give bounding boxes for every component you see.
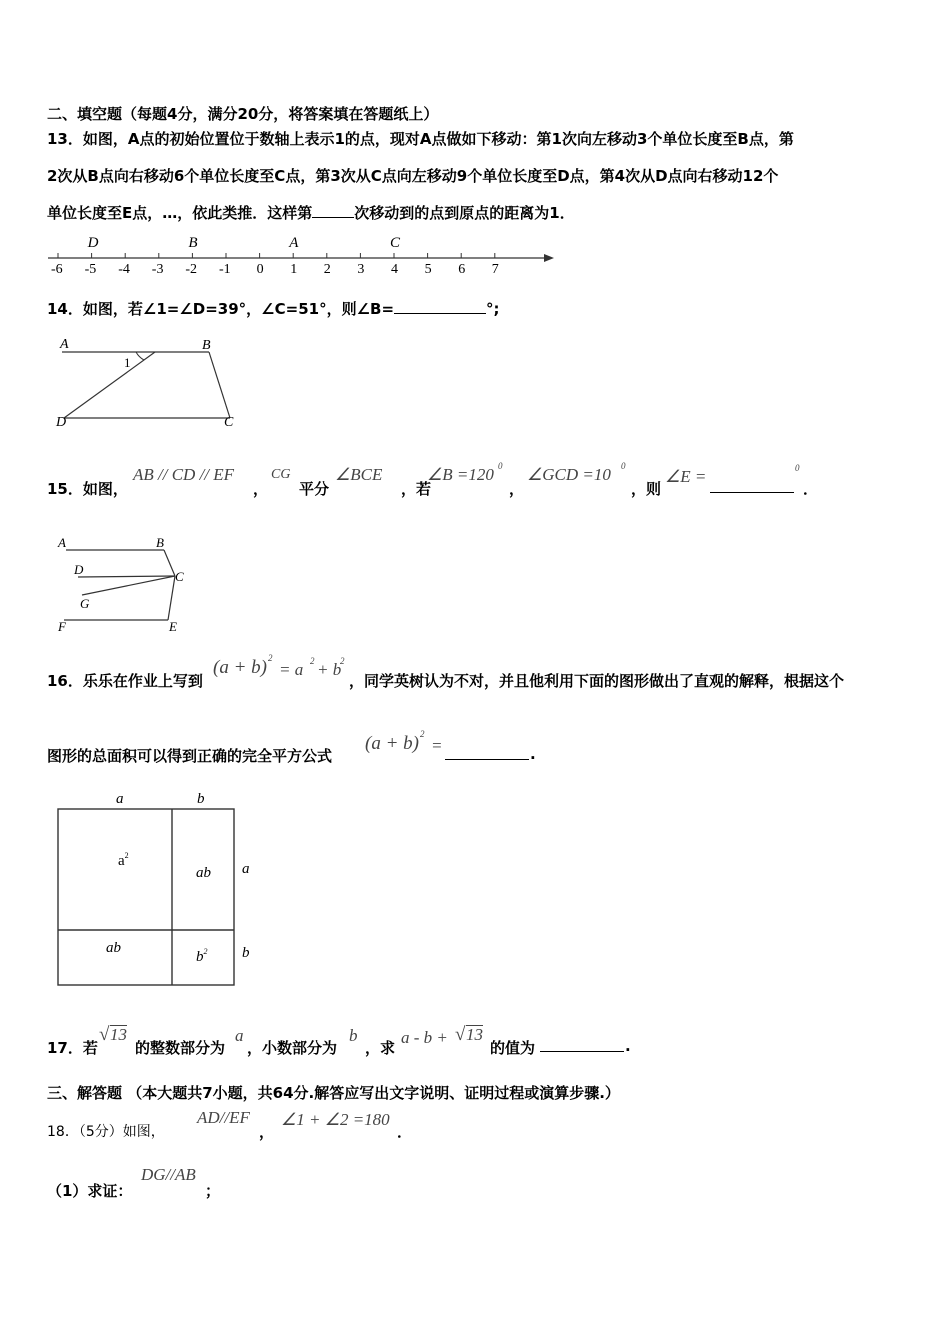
q15-label-b: B: [156, 535, 164, 550]
tick-label: -5: [84, 262, 97, 277]
q18-part1-label: （1）求证：: [47, 1182, 133, 1200]
q14-angle-arc: [136, 352, 144, 360]
q17-text-d: ，求: [365, 1039, 396, 1057]
q17-sqrt1: 13: [110, 1025, 127, 1044]
q16-formula1-exp: 2: [268, 653, 273, 663]
q15-sep1: ，: [253, 480, 269, 498]
q16-line2: [47, 729, 647, 769]
q16-text-b: ，同学英树认为不对，并且他利用下面的图形做出了直观的解释，根据这个: [349, 672, 845, 690]
q15-math-parallel: AB // CD // EF: [133, 465, 235, 484]
q16-formula1-rhs-exp: 2: [310, 656, 315, 666]
q17-text-a: 17．若: [47, 1039, 98, 1057]
point-label-a: A: [289, 235, 299, 251]
q16-side-label-b: b: [242, 945, 250, 961]
q15-line-ce: [168, 576, 175, 620]
q16-answer-blank: [445, 745, 529, 760]
q13-line3-b: 次移动到的点到原点的距离为1．: [354, 204, 575, 222]
q15-math-angle-e: ∠E =: [665, 467, 707, 486]
q15-math-angle-gcd: ∠GCD =10: [527, 465, 611, 484]
q18-part1: [47, 1163, 447, 1203]
q17-text-c: ，小数部分为: [247, 1039, 338, 1057]
section2-header: 二、填空题（每题4分，满分20分，将答案填在答题纸上）: [47, 105, 439, 123]
q14-label-c: C: [224, 415, 234, 430]
point-label-d: D: [87, 235, 99, 251]
q16-square-figure: [50, 785, 270, 990]
q14-text-a: 14．如图，若∠1=∠D=39°，∠C=51°，则∠B=: [47, 300, 395, 318]
q17-end: .: [625, 1037, 631, 1055]
q16-text-a: 16．乐乐在作业上写到: [47, 672, 203, 690]
q16-cell-a2-exp: 2: [124, 851, 129, 860]
q14-label-a: A: [60, 337, 69, 352]
point-label-b: B: [188, 235, 198, 251]
q17-sqrt2: 13: [466, 1025, 483, 1044]
q15-label-a: A: [58, 535, 66, 550]
sqrt-icon: √: [99, 1024, 110, 1045]
number-line-point-labels: [87, 235, 401, 251]
q15-deg3: 0: [795, 463, 800, 473]
q15-word-if: ，若: [401, 480, 432, 498]
q14-line-d-diagonal: [64, 352, 155, 418]
tick-label: 3: [357, 262, 365, 277]
q18-part1-end: ；: [205, 1182, 221, 1200]
q13-line1: 13．如图，A点的初始位置位于数轴上表示1的点，现对A点做如下移动：第1次向左移动3个单位长度至B点，第: [47, 130, 794, 148]
q17-text-e: 的值为: [490, 1039, 536, 1057]
tick-label: 6: [458, 262, 466, 277]
tick-label: -2: [185, 262, 198, 277]
q15-label-c: C: [175, 569, 184, 584]
q16-formula1-rhs2-exp: 2: [340, 656, 345, 666]
q16-line1: [47, 655, 917, 695]
q14-label-angle1: 1: [124, 355, 131, 370]
q15-label-d: D: [74, 562, 84, 577]
point-label-c: C: [390, 235, 401, 251]
q15-line-bc: [164, 550, 175, 576]
q15-math-bce: ∠BCE: [335, 465, 383, 484]
q16-outer-square: [58, 809, 234, 985]
tick-label: -3: [151, 262, 164, 277]
q17-text-b: 的整数部分为: [135, 1039, 226, 1057]
q15-line-dc: [78, 576, 175, 577]
q16-formula1-rhs: = a: [279, 660, 304, 679]
q15-deg2: 0: [621, 461, 626, 471]
tick-label: -4: [118, 262, 130, 277]
q14-answer-blank: [394, 299, 486, 314]
section3-header: 三、解答题 （本大题共7小题，共64分.解答应写出文字说明、证明过程或演算步骤.）: [47, 1084, 620, 1102]
q16-formula2-lhs: (a + b): [365, 733, 419, 754]
q15-answer-blank: [710, 478, 794, 493]
q15-label-g: G: [80, 596, 90, 611]
q16-cell-ab-bottom: ab: [106, 940, 121, 956]
q17-var-b: b: [349, 1026, 358, 1045]
q15-label-e: E: [169, 619, 177, 634]
tick-label: 4: [391, 262, 398, 277]
q15-figure: [52, 532, 202, 637]
q16-cell-b2-exp: 2: [203, 947, 208, 956]
q16-cell-b2: [196, 947, 208, 965]
q16-cell-a2-base: a: [118, 853, 125, 869]
q18-text: [47, 1106, 547, 1146]
q15-deg1: 0: [498, 461, 503, 471]
tick-label: 5: [424, 262, 432, 277]
q15-word-bisect: 平分: [299, 480, 330, 498]
q16-line2-end: .: [530, 745, 536, 763]
q14-figure: [52, 330, 252, 435]
q14-label-d: D: [56, 415, 67, 430]
q18-sep: ，: [259, 1123, 275, 1141]
tick-label: 0: [256, 262, 264, 277]
q16-side-label-a: a: [242, 861, 250, 877]
q15-line-gc: [82, 576, 175, 595]
tick-label: 1: [290, 262, 298, 277]
q15-num: 15．如图，: [47, 480, 128, 498]
q13-line3: [47, 202, 575, 223]
q16-line2-text: 图形的总面积可以得到正确的完全平方公式: [47, 747, 333, 765]
q16-cell-ab-right: ab: [196, 865, 211, 881]
axis-arrow-icon: [544, 254, 554, 262]
tick-label: -6: [51, 262, 63, 277]
q15-sep2: ，: [509, 480, 525, 498]
q16-cell-b2-base: b: [196, 949, 204, 965]
number-line-ticks: [51, 253, 499, 277]
tick-label: -1: [219, 262, 231, 277]
q18-part1-math: DG//AB: [141, 1165, 196, 1184]
q15-math-angle-b: ∠B =120: [427, 465, 494, 484]
q15-text: [47, 461, 907, 505]
q14-label-b: B: [202, 338, 211, 353]
q13-line2: 2次从B点向右移动6个单位长度至C点，第3次从C点向左移动9个单位长度至D点，第4次从D点向右移动12个: [47, 167, 779, 185]
number-line-figure: [40, 228, 560, 280]
q16-top-label-a: a: [116, 791, 124, 807]
q13-line3-a: 单位长度至E点，…，依此类推．这样第: [47, 204, 313, 222]
q18-math-parallel: AD//EF: [197, 1108, 250, 1127]
q18-end: ．: [397, 1123, 413, 1141]
q17-answer-blank: [540, 1037, 624, 1052]
q17-text: [47, 1022, 747, 1062]
q17-var-a: a: [235, 1026, 244, 1045]
q15-label-f: F: [58, 619, 66, 634]
q14-text: [47, 298, 500, 319]
sqrt-icon: √: [455, 1024, 466, 1045]
q16-formula2-exp: 2: [420, 729, 425, 739]
q15-end: ．: [803, 480, 819, 498]
q15-math-cg: CG: [271, 467, 291, 482]
q18-num: 18．（5分）如图，: [47, 1124, 165, 1140]
q14-text-b: °;: [486, 300, 500, 318]
q14-line-bc: [209, 352, 230, 418]
tick-label: 7: [491, 262, 499, 277]
q16-cell-a2: [118, 851, 129, 869]
tick-label: 2: [323, 262, 331, 277]
q16-formula1-lhs: (a + b): [213, 657, 267, 678]
q15-word-then: ，则: [631, 480, 662, 498]
q16-formula2-eq: =: [431, 736, 443, 755]
q16-top-label-b: b: [197, 791, 205, 807]
q18-math-angles: ∠1 + ∠2 =180: [281, 1110, 390, 1129]
q16-formula1-rhs2: + b: [317, 660, 342, 679]
q17-expr: a - b +: [401, 1028, 448, 1047]
q13-answer-blank: [312, 203, 354, 218]
